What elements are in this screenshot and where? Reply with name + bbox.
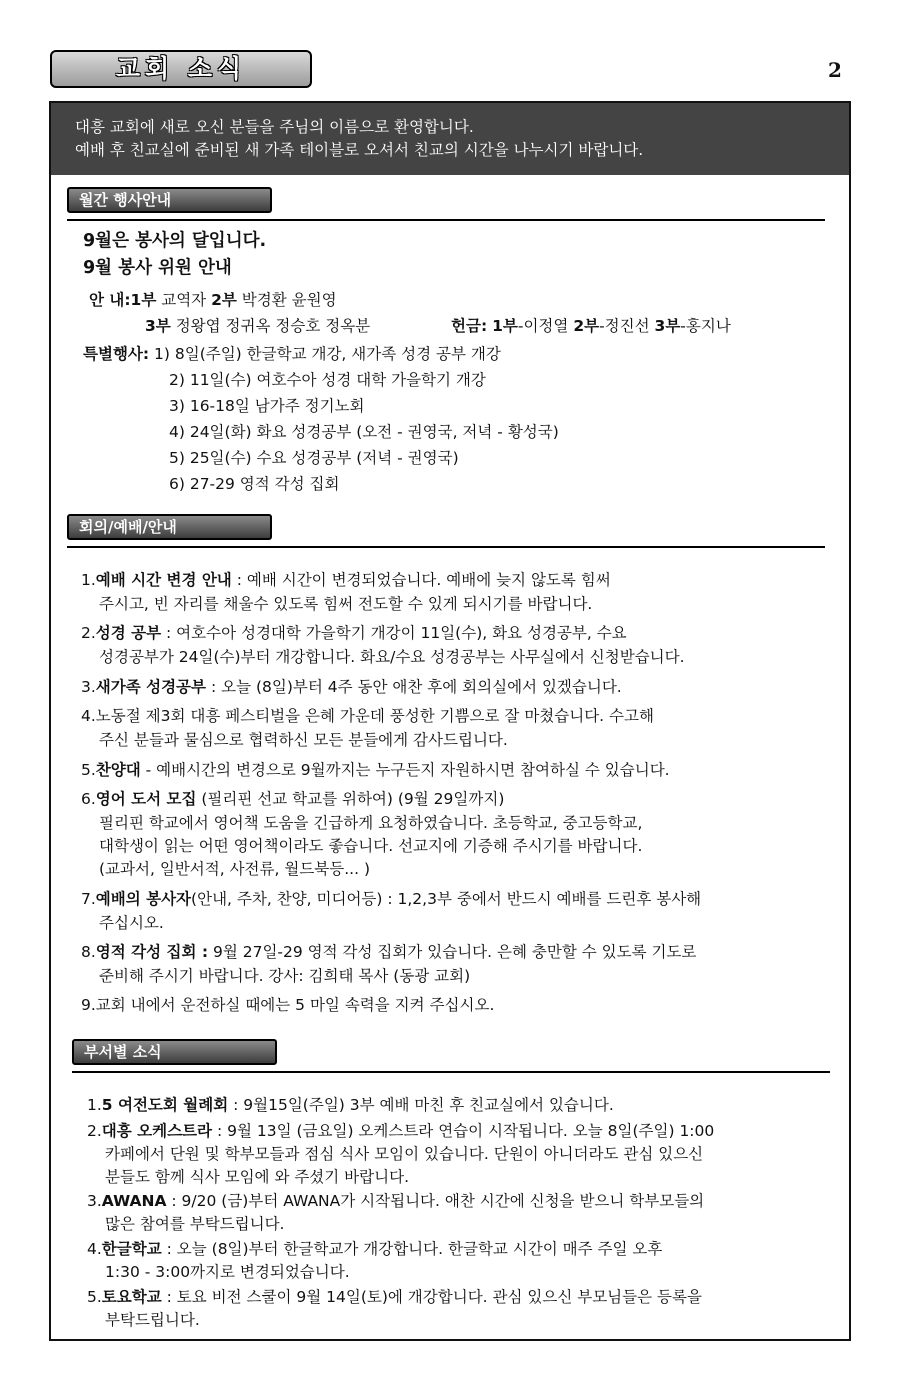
notice-item-cont: 주신 분들과 물심으로 협력하신 모든 분들에게 감사드립니다.: [99, 731, 508, 749]
dept-item-cont: 분들도 함께 식사 모임에 와 주셨기 바랍니다.: [105, 1168, 410, 1186]
section-monthly-events: [67, 187, 272, 213]
special-event-item: 2) 11일(수) 여호수아 성경 대학 가을학기 개강: [169, 371, 486, 389]
notice-item-cont: 주시고, 빈 자리를 채울수 있도록 힘써 전도할 수 있게 되시기를 바랍니다.: [99, 595, 593, 613]
notice-item-cont: 준비해 주시기 바랍니다. 강사: 김희태 목사 (동광 교회): [99, 967, 471, 985]
special-event-item: 3) 16-18일 남가주 정기노회: [169, 397, 365, 415]
special-event-item: 4) 24일(화) 화요 성경공부 (오전 - 권영국, 저녁 - 황성국): [169, 423, 559, 441]
notice-item: 5.찬양대 - 예배시간의 변경으로 9월까지는 누구든지 자원하시면 참여하실 수 있습니다.: [81, 761, 670, 779]
welcome-line: 대흥 교회에 새로 오신 분들을 주님의 이름으로 환영합니다.: [75, 118, 474, 136]
offering-line: 헌금: 1부-이정열 2부-정진선 3부-홍지나: [451, 317, 731, 335]
welcome-line: 예배 후 친교실에 준비된 새 가족 테이블로 오셔서 친교의 시간을 나누시기 바랍니다.: [75, 141, 644, 159]
usher-line-1: 안 내:1부 교역자 2부 박경환 윤원영: [89, 291, 337, 309]
section-heading: 부서별 소식: [72, 1039, 277, 1065]
dept-item: 3.AWANA : 9/20 (금)부터 AWANA가 시작됩니다. 애찬 시간에 신청을 받으니 학부모들의: [87, 1192, 705, 1210]
dept-item: 2.대흥 오케스트라 : 9월 13일 (금요일) 오케스트라 연습이 시작됩니다. 오늘 8일(주일) 1:00: [87, 1122, 715, 1140]
notice-item: 2.성경 공부 : 여호수아 성경대학 가을학기 개강이 11일(수), 화요 성경공부, 수요: [81, 624, 627, 642]
special-event-item: 6) 27-29 영적 각성 집회: [169, 475, 340, 493]
notice-item: 8.영적 각성 집회 : 9월 27일-29 영적 각성 집회가 있습니다. 은혜 충만할 수 있도록 기도로: [81, 943, 697, 961]
dept-item-cont: 부탁드립니다.: [105, 1311, 200, 1329]
special-event-item: 5) 25일(수) 수요 성경공부 (저녁 - 권영국): [169, 449, 459, 467]
dept-item-cont: 1:30 - 3:00까지로 변경되었습니다.: [105, 1263, 350, 1281]
bulletin-frame: [49, 101, 851, 1341]
dept-item: 5.토요학교 : 토요 비전 스쿨이 9월 14일(토)에 개강합니다. 관심 있으신 부모님들은 등록을: [87, 1288, 702, 1306]
notice-item-cont: 성경공부가 24일(수)부터 개강합니다. 화요/수요 성경공부는 사무실에서 신청받습니다.: [99, 648, 685, 666]
welcome-banner: [51, 103, 849, 175]
section-heading: 월간 행사안내: [67, 187, 272, 213]
section-divider: [72, 1071, 830, 1073]
notice-item: 9.교회 내에서 운전하실 때에는 5 마일 속력을 지켜 주십시오.: [81, 996, 495, 1014]
section-meeting-worship: [67, 514, 272, 540]
page-number: 2: [828, 58, 842, 82]
usher-line-2: 3부 정왕엽 정귀옥 정승호 정옥분: [145, 317, 371, 335]
notice-item-cont: (교과서, 일반서적, 사전류, 월드북등... ): [99, 860, 370, 878]
notice-item-cont: 필리핀 학교에서 영어책 도움을 긴급하게 요청하였습니다. 초등학교, 중고등학교,: [99, 814, 643, 832]
notice-item-cont: 주십시오.: [99, 914, 164, 932]
section-department-news: [72, 1039, 277, 1065]
section-heading: 회의/예배/안내: [67, 514, 272, 540]
section-divider: [67, 219, 825, 221]
monthly-subheadline: 9월 봉사 위원 안내: [83, 258, 232, 278]
notice-item: 6.영어 도서 모집 (필리핀 선교 학교를 위하여) (9월 29일까지): [81, 790, 505, 808]
page-title: 교회 소식: [50, 50, 312, 88]
dept-item: 4.한글학교 : 오늘 (8일)부터 한글학교가 개강합니다. 한글학교 시간이 매주 주일 오후: [87, 1240, 663, 1258]
notice-item: 3.새가족 성경공부 : 오늘 (8일)부터 4주 동안 애찬 후에 회의실에서 있겠습니다.: [81, 678, 622, 696]
notice-item-cont: 대학생이 읽는 어떤 영어책이라도 좋습니다. 선교지에 기증해 주시기를 바랍니다.: [99, 837, 643, 855]
section-divider: [67, 546, 825, 548]
dept-item-cont: 카페에서 단원 및 학부모들과 점심 식사 모임이 있습니다. 단원이 아니더라도 관심 있으신: [105, 1145, 704, 1163]
dept-item: 1.5 여전도회 월례회 : 9월15일(주일) 3부 예배 마친 후 친교실에서 있습니다.: [87, 1096, 614, 1114]
special-events: 특별행사: 1) 8일(주일) 한글학교 개강, 새가족 성경 공부 개강: [83, 345, 501, 363]
monthly-headline: 9월은 봉사의 달입니다.: [83, 231, 267, 251]
dept-item-cont: 많은 참여를 부탁드립니다.: [105, 1215, 285, 1233]
notice-item: 7.예배의 봉사자(안내, 주차, 찬양, 미디어등) : 1,2,3부 중에서 반드시 예배를 드린후 봉사해: [81, 890, 702, 908]
notice-item: 1.예배 시간 변경 안내 : 예배 시간이 변경되었습니다. 예배에 늦지 않도록 힘써: [81, 571, 611, 589]
notice-item: 4.노동절 제3회 대흥 페스티벌을 은혜 가운데 풍성한 기쁨으로 잘 마쳤습니다. 수고해: [81, 707, 654, 725]
